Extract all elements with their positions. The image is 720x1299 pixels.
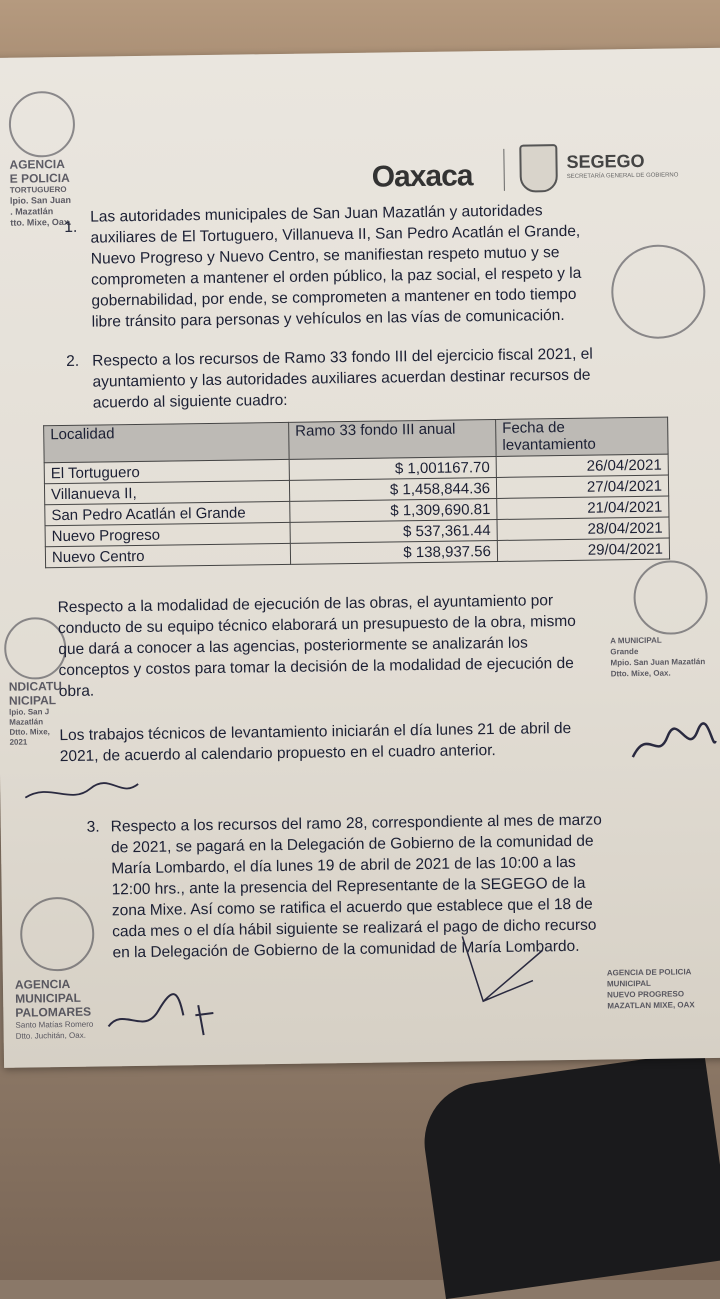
document-sheet	[0, 48, 720, 1068]
cell-localidad: Villanueva II,	[44, 480, 289, 504]
text-line: Las autoridades municipales de San Juan Mazatlán y autoridades	[90, 202, 543, 226]
text-line: Respecto a los recursos de Ramo 33 fondo III del ejercicio fiscal 2021, el	[92, 345, 593, 370]
text-line: de 2021, se pagará en la Delegación de Gobierno de la comunidad de	[110, 832, 594, 857]
text-line: 12:00 hrs., ante la presencia del Representante de la SEGEGO de la	[111, 874, 586, 899]
section1-paragraph	[90, 198, 682, 332]
segego-logo: SEGEGO	[566, 150, 645, 172]
stamp-line: TORTUGUERO	[9, 184, 67, 195]
stamp-mid-left	[9, 679, 63, 748]
section3-number: 3.	[86, 818, 100, 836]
logo-divider	[503, 149, 505, 191]
segego-subtitle: SECRETARÍA GENERAL DE GOBIERNO	[566, 172, 679, 180]
cell-fecha: 29/04/2021	[497, 538, 669, 561]
stamp-line: MUNICIPAL	[15, 990, 82, 1006]
stamp-bottom-left	[15, 977, 94, 1042]
text-line: zona Mixe. Así como se ratifica el acuerdo que establece que el 18 de	[111, 895, 593, 920]
signature-right	[627, 716, 718, 767]
cell-localidad: Nuevo Centro	[45, 543, 290, 567]
signature-bottom-center	[442, 930, 563, 1012]
stamp-line: Santo Matías Romero	[15, 1019, 94, 1030]
stamp-line: NDICATU	[8, 679, 62, 694]
cell-localidad: San Pedro Acatlán el Grande	[45, 501, 290, 525]
eagle-seal-icon	[633, 560, 708, 635]
resources-table	[43, 417, 670, 569]
section2-paragraph	[92, 342, 683, 413]
text-line: cada mes o el día hábil siguiente se realizará el pago de dicho recurso	[112, 916, 597, 941]
cell-monto: $ 537,361.44	[290, 519, 497, 543]
stamp-line: Dtto. Mixe, Oax.	[610, 668, 671, 679]
stamp-line: MUNICIPAL	[606, 978, 651, 989]
trabajos-paragraph	[59, 716, 700, 767]
stamp-line: MAZATLAN MIXE, OAX	[607, 1000, 695, 1011]
stamp-line: NUEVO PROGRESO	[607, 989, 685, 1000]
text-line: Respecto a los recursos del ramo 28, correspondiente al mes de marzo	[110, 811, 602, 836]
eagle-seal-icon	[611, 244, 706, 339]
stamp-line: Mpio. San Juan Mazatlán	[610, 657, 706, 668]
oaxaca-shield-icon	[519, 144, 558, 193]
cell-fecha: 27/04/2021	[496, 475, 668, 498]
header-ramo33: Ramo 33 fondo III anual	[289, 419, 496, 459]
cell-monto: $ 138,937.56	[290, 540, 497, 564]
section2-number: 2.	[66, 352, 80, 370]
text-line: Los trabajos técnicos de levantamiento iniciarán el día lunes 21 de abril de	[59, 719, 572, 745]
signature-left	[20, 776, 140, 808]
cell-monto: $ 1,458,844.36	[289, 477, 496, 501]
cell-fecha: 21/04/2021	[497, 496, 669, 519]
stamp-mid-right	[610, 634, 705, 679]
stamp-line: Grande	[610, 647, 639, 657]
text-line: conceptos y costos para tomar la decisión de la modalidad de ejecución de	[58, 654, 574, 680]
stamp-line: Mazatlán	[9, 717, 44, 727]
stamp-line: NICIPAL	[8, 693, 57, 708]
dark-fabric	[417, 1051, 720, 1299]
stamp-line: AGENCIA DE POLICIA	[606, 967, 692, 978]
section1-number: 1.	[64, 218, 78, 236]
stamp-line: Dtto. Mixe,	[9, 727, 50, 737]
text-line: 2021, de acuerdo al calendario propuesto en el cuadro anterior.	[59, 742, 496, 766]
stamp-top-left	[9, 157, 71, 229]
text-line: acuerdo al siguiente cuadro:	[92, 391, 288, 412]
text-line: conducto de su equipo técnico elaborará un presupuesto de la obra, mismo	[57, 612, 576, 638]
stamp-line: 2021	[9, 737, 28, 747]
text-line: obra.	[58, 682, 95, 701]
cell-localidad: El Tortuguero	[44, 459, 289, 483]
section3-paragraph	[111, 808, 703, 963]
text-line: comprometen a mantener el orden público, la paz social, el respeto y la	[90, 264, 582, 289]
text-line: auxiliares de El Tortuguero, Villanueva II, San Pedro Acatlán el Grande,	[90, 222, 581, 247]
stamp-line: A MUNICIPAL	[610, 635, 662, 646]
text-line: Respecto a la modalidad de ejecución de las obras, el ayuntamiento por	[57, 592, 554, 617]
text-line: libre tránsito para personas y vehículos en las vías de comunicación.	[91, 307, 565, 331]
oaxaca-logo: Oaxaca	[371, 159, 473, 194]
text-line: ayuntamiento y las autoridades auxiliares acuerdan destinar recursos de	[92, 366, 591, 391]
cell-localidad: Nuevo Progreso	[45, 522, 290, 546]
eagle-seal-icon	[20, 897, 95, 972]
stamp-line: E POLICIA	[9, 170, 70, 186]
cell-fecha: 28/04/2021	[497, 517, 669, 540]
signature-bottom-left	[103, 985, 224, 1047]
stamp-line: AGENCIA	[14, 976, 71, 992]
stamp-line: PALOMARES	[15, 1004, 92, 1020]
text-line: gobernabilidad, por ende, se comprometen a mantener en todo tiempo	[91, 285, 577, 310]
stamp-bottom-right	[607, 966, 695, 1011]
cell-monto: $ 1,309,690.81	[290, 498, 497, 522]
stamp-line: lpio. San J	[9, 707, 50, 717]
modalidad-paragraph	[58, 588, 689, 702]
text-line: María Lombardo, el día lunes 19 de abril de 2021 de las 10:00 a las	[111, 853, 576, 878]
header-fecha: Fecha de levantamiento	[496, 417, 668, 456]
eagle-seal-icon	[8, 91, 75, 158]
stamp-line: tto. Mixe, Oax.	[10, 216, 72, 228]
cell-monto: $ 1,001167.70	[289, 456, 496, 480]
stamp-line: AGENCIA	[9, 156, 65, 172]
text-line: Nuevo Progreso y Nuevo Centro, se manifiestan respeto mutuo y se	[90, 244, 560, 268]
stamp-line: lpio. San Juan	[9, 194, 72, 206]
cell-fecha: 26/04/2021	[496, 454, 668, 477]
stamp-line: . Mazatlán	[10, 206, 54, 217]
stamp-line: Dtto. Juchitán, Oax.	[15, 1030, 86, 1041]
text-line: que dará a conocer a las agencias, posteriormente se analizarán los	[58, 634, 528, 659]
header-localidad: Localidad	[44, 422, 289, 462]
text-line: en la Delegación de Gobierno de la comunidad de María Lombardo.	[112, 937, 580, 962]
